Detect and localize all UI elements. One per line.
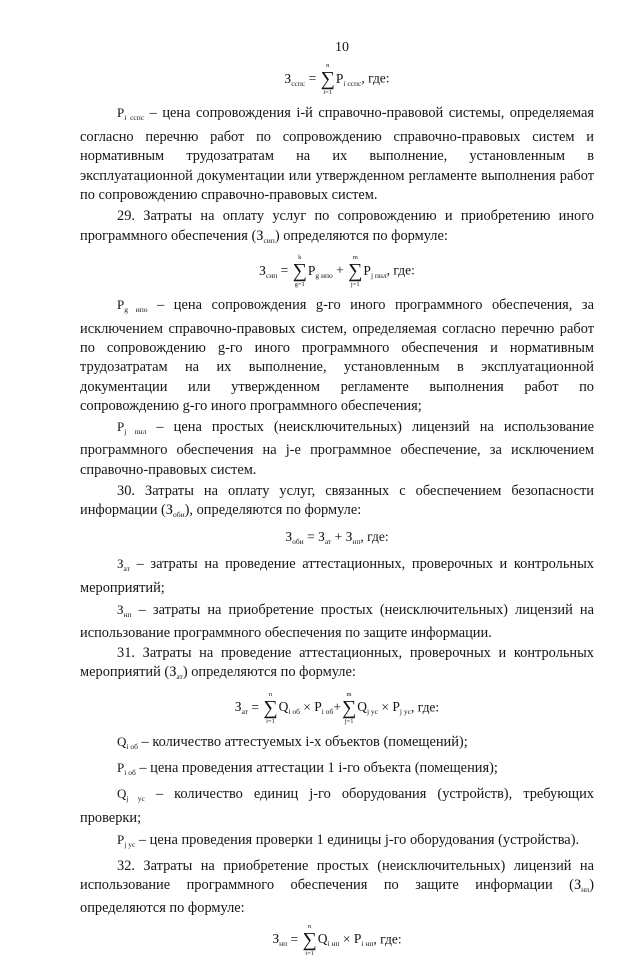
summation-sign: m ∑ j=1 (341, 690, 357, 725)
symbol: $P_{j ус}$ (117, 832, 136, 850)
plus-sign: + (336, 262, 344, 278)
symbol: $P_{g ипо}$ (117, 297, 148, 315)
formula-np (80, 923, 594, 958)
symbol: $З_{нп}$ (117, 601, 132, 619)
definition-p-sspr: $P_{i сспс}$ – цена сопровождения i-й справочно-правовой системы, определяемая согласно перечню работ по сопровождению справочно-правовых систем и нормативным трудозатратам на их выполнение, установленным в эксплуатационной документации или утвержденном регламенте выполнения работ по сопровождению справочно-правовых систем. (80, 105, 594, 204)
formula-tail: , где: (386, 262, 415, 278)
times-sign: × (303, 699, 311, 715)
formula-at (80, 691, 594, 726)
formula-sip (80, 254, 594, 289)
formula-sspr (80, 62, 594, 97)
formula-obi (80, 527, 594, 551)
equals-sign: = (251, 699, 259, 715)
summation-sign: n ∑ i=1 (302, 922, 317, 957)
definition-q-iob: $Q_{i об}$ – количество аттестуемых i-х объектов (помещений); (117, 733, 468, 751)
definition-p-gipo: $P_{g ипо}$ – цена сопровождения g-го иного программного обеспечения, за исключением справочно-правовых систем, определяемая согласно перечню работ по сопровождению g-го иного программного обеспечения и нормативным трудозатратам на их выполнение, установленным в эксплуатационной документации или утвержденном регламенте выполнения работ по сопровождению g-го иного программного обеспечения; (80, 297, 594, 415)
formula-tail: , где: (373, 931, 402, 947)
times-sign: × (381, 699, 390, 715)
summation-sign: m ∑ j=1 (348, 254, 363, 289)
formula-term: $З_{ат}$ (318, 528, 332, 546)
symbol: $З_{ат}$ (117, 556, 130, 574)
equals-sign: = (280, 262, 289, 278)
formula-lhs: $З_{оби}$ (285, 528, 304, 546)
symbol: $Q_{j ус}$ (117, 786, 145, 804)
formula-term: $P_{g ипо}$ (307, 262, 333, 280)
paragraph-32: 32. Затраты на приобретение простых (неисключительных) лицензий на использование программного обеспечения по защите информации $(З_{нп})$ определяются по формуле: (80, 857, 594, 917)
summation-sign: n ∑ i=1 (320, 62, 335, 97)
plus-sign: + (333, 699, 341, 715)
paragraph-30: 30. Затраты на оплату услуг, связанных с обеспечением безопасности информации $(З_{оби})$, определяются по формуле: (80, 482, 594, 520)
definition-z-np: $З_{нп}$ – затраты на приобретение простых (неисключительных) лицензий на использование программного обеспечения по защите информации. (80, 601, 594, 642)
formula-term: $P_{j пнл}$ (363, 262, 387, 280)
formula-term: $Q_{j ус}$ (357, 699, 379, 717)
formula-term: $З_{нп}$ (345, 528, 361, 546)
formula-term: $P_{i об}$ (314, 699, 334, 717)
symbol: $P_{j пнл}$ (117, 418, 147, 436)
formula-lhs: $З_{ат}$ (234, 699, 248, 717)
formula-term: $P_{i сспс}$ (335, 71, 362, 88)
formula-lhs: $З_{нп}$ (272, 931, 288, 949)
definition-q-jus: $Q_{j ус}$ – количество единиц j-го оборудования (устройств), требующих проверки; (80, 786, 594, 826)
equals-sign: = (308, 71, 317, 86)
equals-sign: = (307, 528, 315, 544)
definition-p-jpnl: $P_{j пнл}$ – цена простых (неисключительных) лицензий на использование программного обеспечения на j-е программное обеспечение, за исключением справочно-правовых систем. (80, 418, 594, 478)
formula-lhs: $З_{сспс}$ (284, 71, 306, 88)
symbol: $P_{i об}$ (117, 759, 136, 777)
equals-sign: = (290, 931, 299, 947)
formula-term: $P_{i нп}$ (353, 931, 374, 949)
plus-sign: + (334, 528, 343, 544)
formula-tail: , где: (360, 528, 389, 544)
formula-term: $Q_{i нп}$ (317, 931, 340, 949)
definition-p-jus: $P_{j ус}$ – цена проведения проверки 1 единицы j-го оборудования (устройства). (117, 832, 580, 850)
formula-term: $P_{j ус}$ (392, 699, 411, 717)
formula-tail: , где: (410, 699, 440, 715)
page-number: 10 (335, 40, 349, 55)
summation-sign: k ∑ g=1 (292, 254, 307, 289)
paragraph-29: 29. Затраты на оплату услуг по сопровождению и приобретению иного программного обеспечения $(З_{сип})$ определяются по формуле: (80, 208, 594, 245)
definition-z-at: $З_{ат}$ – затраты на проведение аттестационных, проверочных и контрольных мероприятий; (80, 556, 594, 596)
symbol: $Q_{i об}$ (117, 733, 138, 751)
summation-sign: n ∑ i=1 (263, 690, 278, 725)
definition-p-iob: $P_{i об}$ – цена проведения аттестации 1 i-го объекта (помещения); (117, 759, 498, 777)
paragraph-31: 31. Затраты на проведение аттестационных, проверочных и контрольных мероприятий $(З_{ат})$ определяются по формуле: (80, 644, 594, 682)
formula-lhs: $З_{сип}$ (259, 262, 278, 280)
formula-term: $Q_{i об}$ (278, 699, 300, 717)
formula-tail: , где: (361, 71, 390, 86)
times-sign: × (342, 931, 351, 947)
symbol: $P_{i сспс}$ (117, 105, 145, 123)
